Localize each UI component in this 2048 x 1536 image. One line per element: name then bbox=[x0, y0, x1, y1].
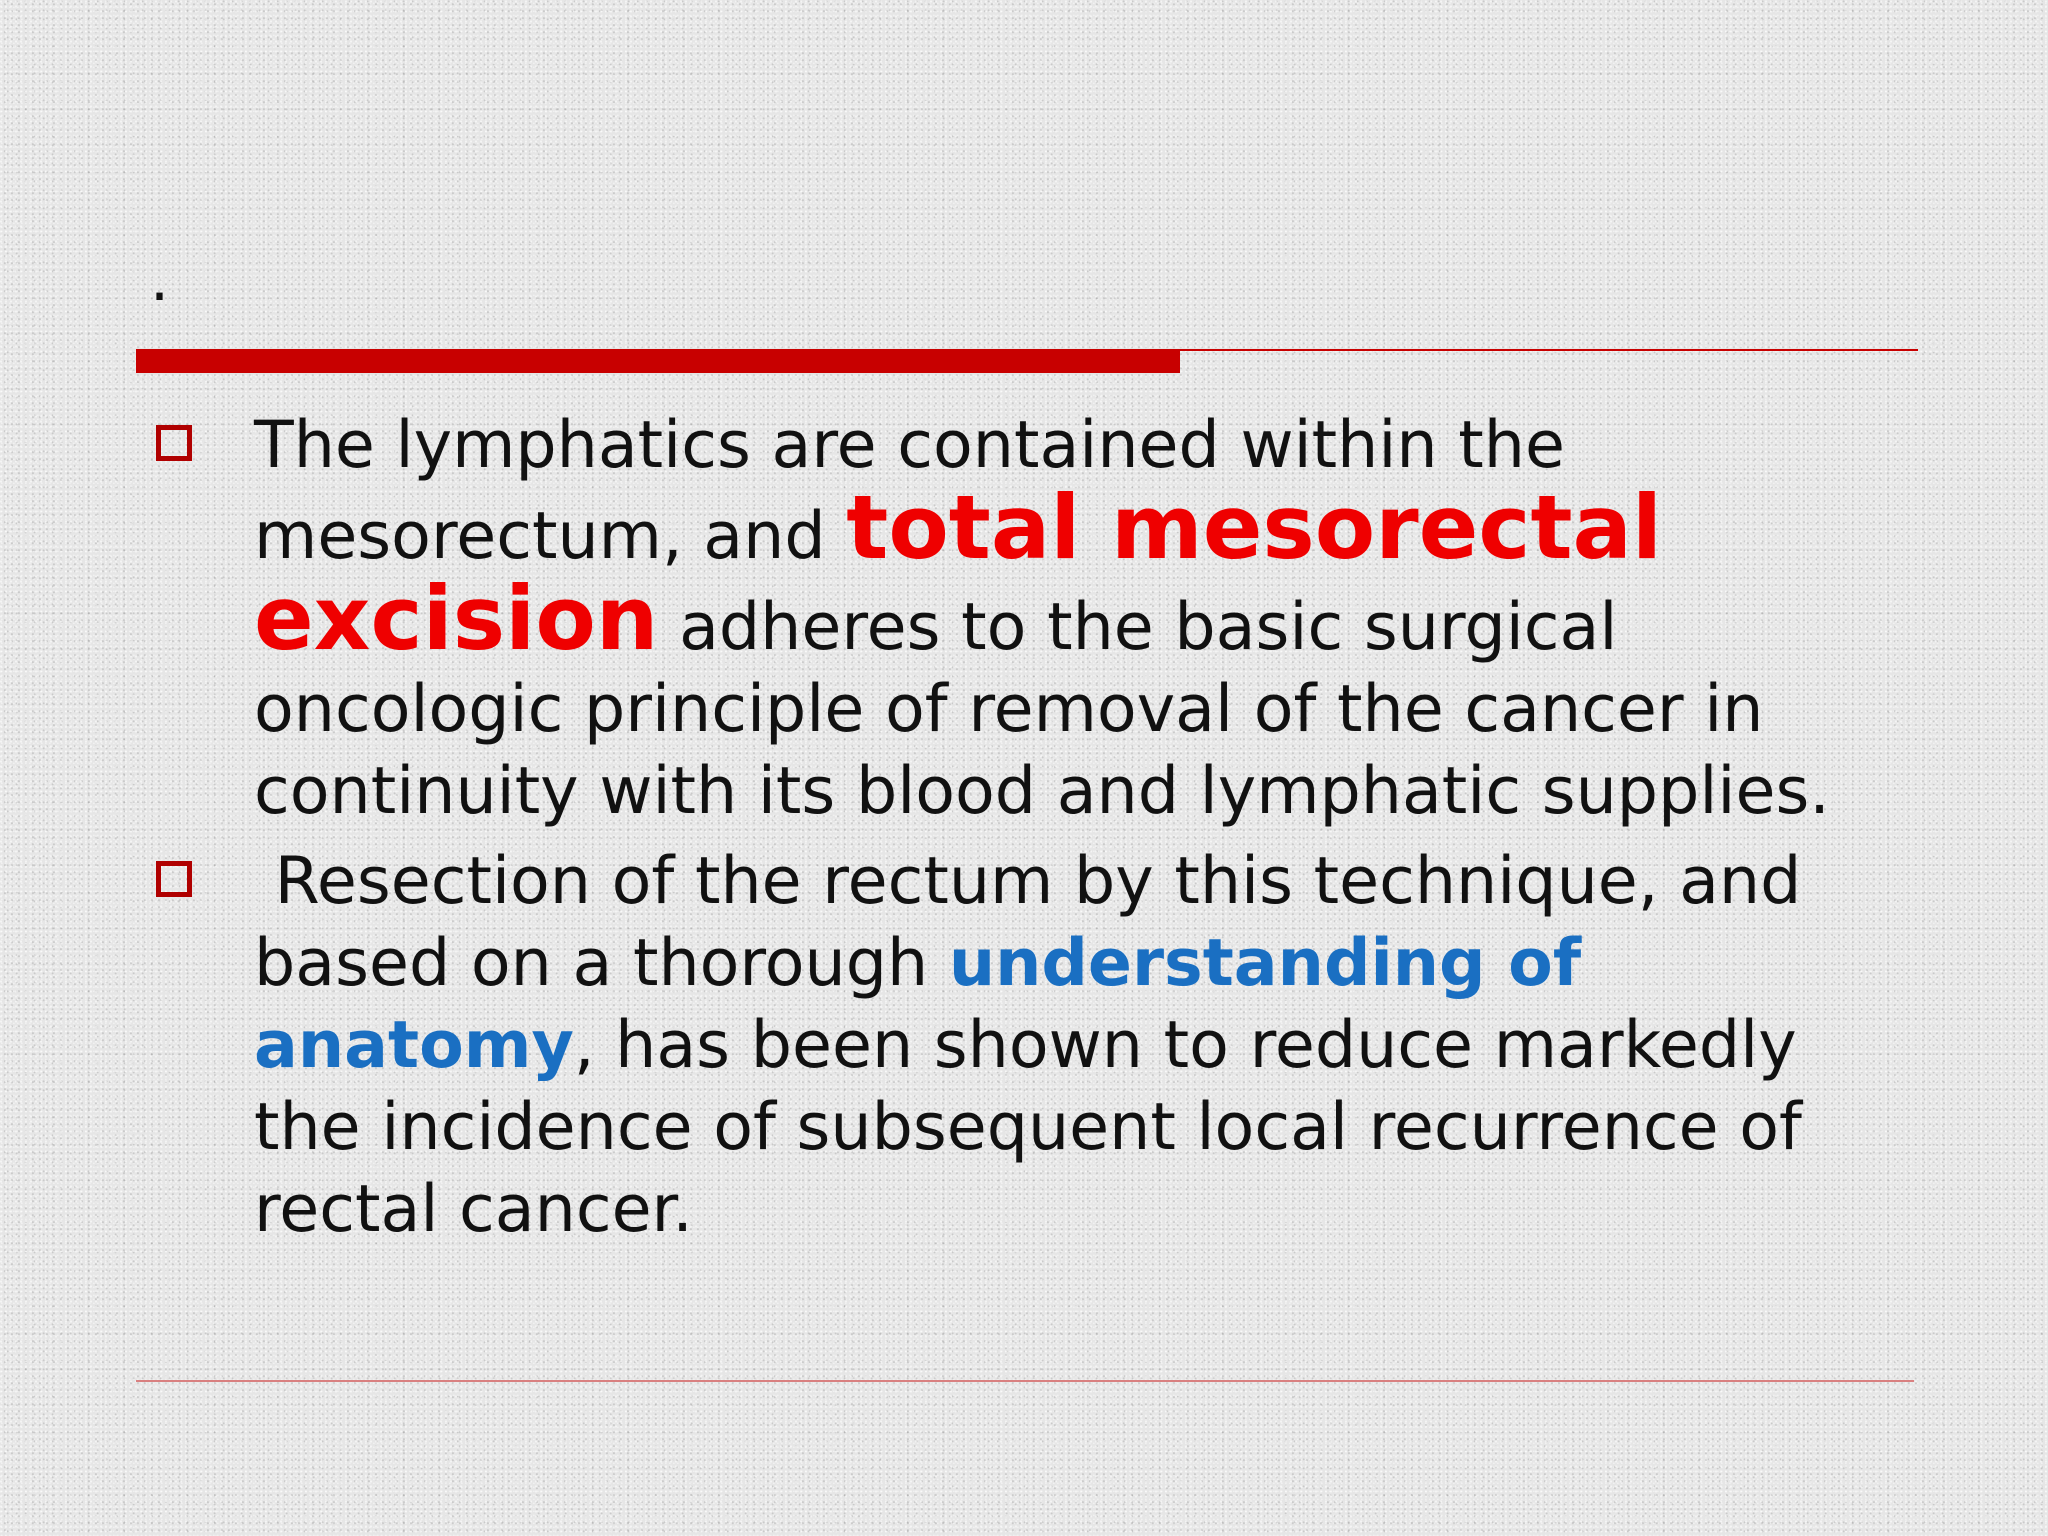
bullet-2-emphasis: understanding of anatomy bbox=[254, 926, 1582, 1083]
hollow-square-bullet-icon bbox=[156, 861, 192, 897]
hollow-square-bullet-icon bbox=[156, 425, 192, 461]
bullet-item-2 bbox=[152, 841, 1912, 1251]
bullet-2-text-after: , has been shown to reduce markedly the incidence of subsequent local recurrence of rectal cancer. bbox=[254, 1008, 1802, 1247]
title-underline-thin bbox=[1180, 349, 1918, 351]
bullet-1-text-after: adheres to the basic surgical oncologic principle of removal of the cancer in continuity with its blood and lymphatic supplies. bbox=[254, 590, 1830, 829]
title-underline-thick bbox=[136, 349, 1180, 373]
footer-divider bbox=[136, 1380, 1914, 1382]
bullet-1-emphasis: total mesorectal excision bbox=[254, 476, 1663, 670]
bullet-1-text-before: The lymphatics are contained within the mesorectum, and bbox=[254, 408, 1565, 574]
slide-title: . bbox=[150, 245, 170, 315]
bullet-item-1 bbox=[152, 405, 1912, 833]
bullet-list bbox=[152, 405, 1912, 1251]
bullet-2-text-before: Resection of the rectum by this technique, and based on a thorough bbox=[254, 844, 1802, 1001]
